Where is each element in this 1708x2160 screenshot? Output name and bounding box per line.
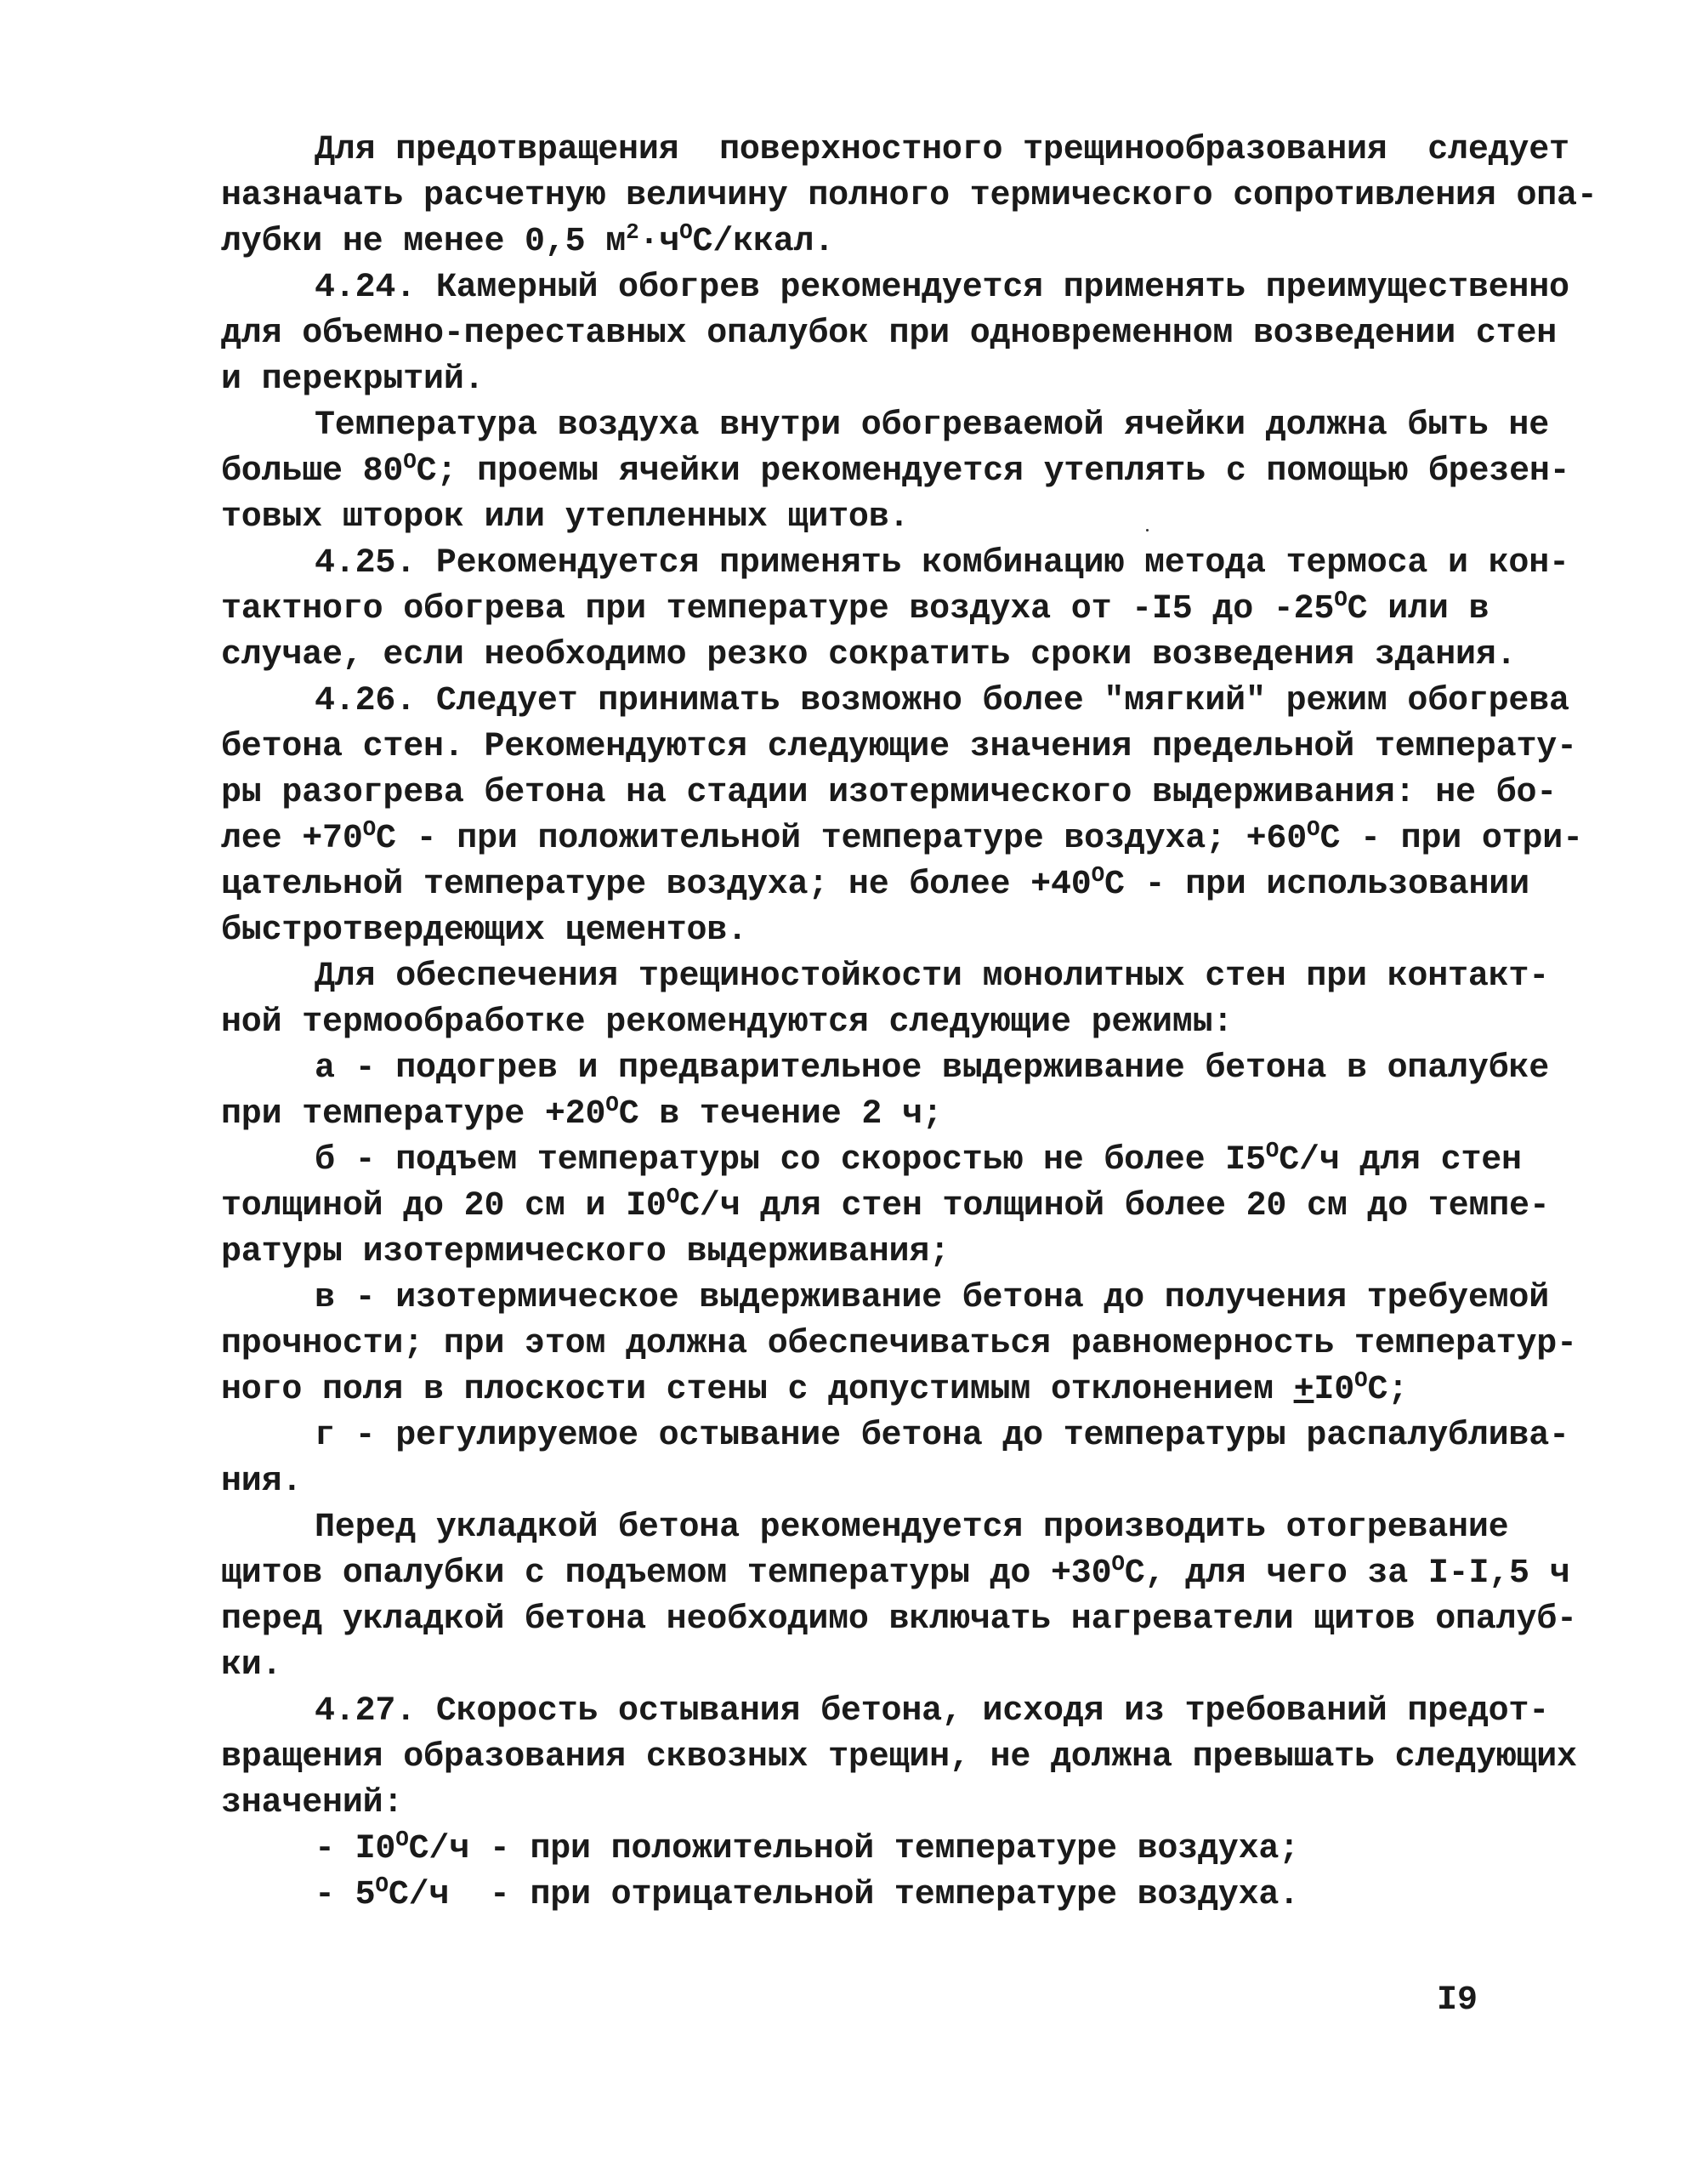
text-line: лубки не менее 0,5 $м^2\cdot ч^ОС$/ккал. (221, 219, 835, 261)
text-line: прочности; при этом должна обеспечиваться равномерность температур- (221, 1325, 1577, 1363)
text-line: Для предотвращения поверхностного трещинообразования следует (315, 131, 1569, 169)
text-line: г - регулируемое остывание бетона до температуры распалублива- (315, 1417, 1569, 1455)
text-line: толщиной до 20 см и $I0^ОС/ч$ для стен толщиной более 20 см до темпе- (221, 1184, 1550, 1225)
text-line: быстротвердеющих цементов. (221, 912, 747, 950)
text-line: ния. (221, 1463, 303, 1501)
text-line: вращения образования сквозных трещин, не должна превышать следующих (221, 1738, 1577, 1776)
text-line: больше $80^ОС$; проемы ячейки рекомендуется утеплять с помощью брезен- (221, 449, 1570, 491)
text-line: 4.24. Камерный обогрев рекомендуется применять преимущественно (315, 269, 1569, 307)
text-line: цательной температуре воздуха; не более $+40^ОС$ - при использовании (221, 862, 1529, 904)
text-line: для объемно-переставных опалубок при одновременном возведении стен (221, 315, 1558, 353)
text-line: ратуры изотермического выдерживания; (221, 1233, 950, 1271)
page-number: I9 (1437, 1981, 1478, 2020)
text-line: 4.25. Рекомендуется применять комбинацию метода термоса и кон- (315, 544, 1569, 583)
text-line: - $5^ОС/ч$ - при отрицательной температуре воздуха. (315, 1873, 1300, 1914)
text-line: ки. (221, 1646, 282, 1685)
text-line: бетона стен. Рекомендуются следующие значения предельной температу- (221, 728, 1577, 766)
text-line: случае, если необходимо резко сократить сроки возведения здания. (221, 636, 1517, 674)
text-line: перед укладкой бетона необходимо включать нагреватели щитов опалуб- (221, 1600, 1577, 1639)
text-line: назначать расчетную величину полного термического сопротивления опа- (221, 177, 1597, 215)
text-line: значений: (221, 1784, 404, 1822)
text-line: щитов опалубки с подъемом температуры до $+30^ОС$, для чего за I-I,5 ч (221, 1551, 1570, 1593)
text-line: 4.27. Скорость остывания бетона, исходя из требований предот- (315, 1692, 1550, 1731)
text-line: - $I0^ОС/ч$ - при положительной температуре воздуха; (315, 1827, 1299, 1868)
text-line: тактного обогрева при температуре воздуха от -I5 до $-25^ОС$ или в (221, 587, 1490, 628)
text-line: Температура воздуха внутри обогреваемой ячейки должна быть не (315, 406, 1550, 445)
scan-speck (1146, 529, 1149, 531)
text-line: ного поля в плоскости стены с допустимым отклонением $+I0^ОС$; (221, 1367, 1409, 1409)
text-line: а - подогрев и предварительное выдерживание бетона в опалубке (315, 1049, 1550, 1088)
text-line: в - изотермическое выдерживание бетона до получения требуемой (315, 1279, 1550, 1317)
text-line: Перед укладкой бетона рекомендуется производить отогревание (315, 1509, 1509, 1547)
text-line: ры разогрева бетона на стадии изотермического выдерживания: не бо- (221, 774, 1558, 812)
text-line: б - подъем температуры со скоростью не более $I5^ОС/ч$ для стен (315, 1138, 1522, 1179)
text-line: товых шторок или утепленных щитов. (221, 498, 910, 537)
text-line: при температуре $+20^ОС$ в течение 2 ч; (221, 1092, 943, 1134)
text-line: 4.26. Следует принимать возможно более "мягкий" режим обогрева (315, 682, 1569, 720)
text-line: лее $+70^ОС$ - при положительной температуре воздуха; $+60^ОС$ - при отри- (221, 816, 1583, 858)
text-line: ной термообработке рекомендуются следующие режимы: (221, 1003, 1234, 1042)
text-line: Для обеспечения трещиностойкости монолитных стен при контакт- (315, 958, 1550, 996)
text-line: и перекрытий. (221, 361, 485, 399)
